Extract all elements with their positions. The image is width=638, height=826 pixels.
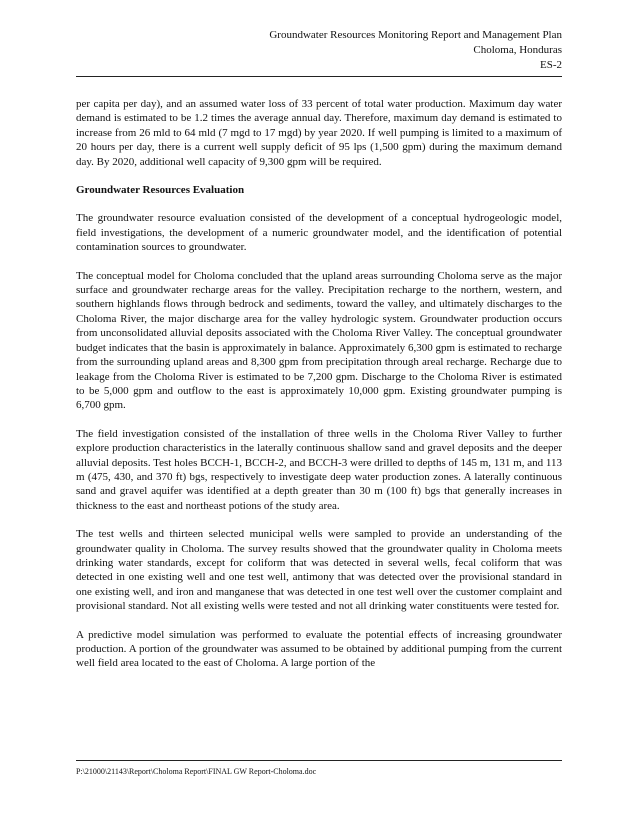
paragraph-demand: per capita per day), and an assumed water loss of 33 percent of total water production. Maximum day water demand is estimated to be 1.2 times the average annual day. Therefore, maximum day demand is estimated to increase from 26 mld to 64 mld (7 mgd to 17 mgd) by year 2020. If well pumping is limited to a maximum of 20 hours per day, there is a current well supply deficit of 95 lps (1,500 gpm) during the maximum demand day. By 2020, additional well capacity of 9,300 gpm will be required. — [76, 98, 562, 168]
page-number: ES-2 — [540, 59, 562, 71]
footer-file-path: P:\21000\21143\Report\Choloma Report\FINAL GW Report-Choloma.doc — [76, 767, 317, 776]
header-divider — [76, 76, 562, 77]
section-heading: Groundwater Resources Evaluation — [76, 184, 245, 197]
paragraph-field-investigation: The field investigation consisted of the installation of three wells in the Choloma River Valley to further explore production characteristics in the laterally continuous shallow sand and gravel deposits and the deeper alluvial deposits. Test holes BCCH-1, BCCH-2, and BCCH-3 were drilled to depths of 145 m, 131 m, and 113 m (475, 430, and 370 ft) bgs, respectively to investigate deep water production zones. A laterally continuous sand and gravel aquifer was identified at a depth greater than 30 m (100 ft) bgs that generally increases in thickness to the east and northeast potions of the study area. — [76, 427, 562, 512]
paragraph-water-quality: The test wells and thirteen selected municipal wells were sampled to provide an understanding of the groundwater quality in Choloma. The survey results showed that the groundwater quality in Choloma meets drinking water standards, except for coliform that was detected in several wells, fecal coliform that was detected in one existing well and one test well, antimony that was detected over the provisional standard in one existing well, and iron and manganese that was detected in one test well over the customer complaint and provisional standard. Not all existing wells were tested and not all drinking water constituents were tested for. — [76, 528, 562, 613]
paragraph-conceptual-model: The conceptual model for Choloma concluded that the upland areas surrounding Choloma serve as the major surface and groundwater recharge areas for the valley. Precipitation recharge to the northern, western, and southern highlands flows through bedrock and sediments, toward the valley, and ultimately discharges to the Choloma River, the major discharge area for the valley hydrologic system. Groundwater production occurs from unconsolidated alluvial deposits associated with the Choloma River Valley. The conceptual groundwater budget indicates that the basin is approximately in balance. Approximately 6,300 gpm is estimated to recharge from the surrounding upland areas and 8,300 gpm from precipitation through areal recharge. Recharge due to leakage from the Choloma River is estimated to be 7,200 gpm. Discharge to the Choloma River is estimated to be 5,000 gpm and outflow to the east is approximately 10,000 gpm. Existing groundwater pumping is 6,700 gpm. — [76, 269, 562, 412]
document-body — [76, 97, 562, 685]
report-title: Groundwater Resources Monitoring Report and Management Plan — [269, 29, 562, 41]
paragraph-evaluation-overview: The groundwater resource evaluation consisted of the development of a conceptual hydrogeologic model, field investigations, the development of a numeric groundwater model, and the identification of potential contamination sources to groundwater. — [76, 212, 562, 254]
report-location: Choloma, Honduras — [473, 44, 562, 56]
page-header — [269, 28, 562, 73]
paragraph-predictive-model: A predictive model simulation was performed to evaluate the potential effects of increasing groundwater production. A portion of the groundwater was assumed to be obtained by additional pumping from the current well field area located to the east of Choloma. A large portion of the — [76, 628, 562, 670]
footer-divider — [76, 760, 562, 761]
